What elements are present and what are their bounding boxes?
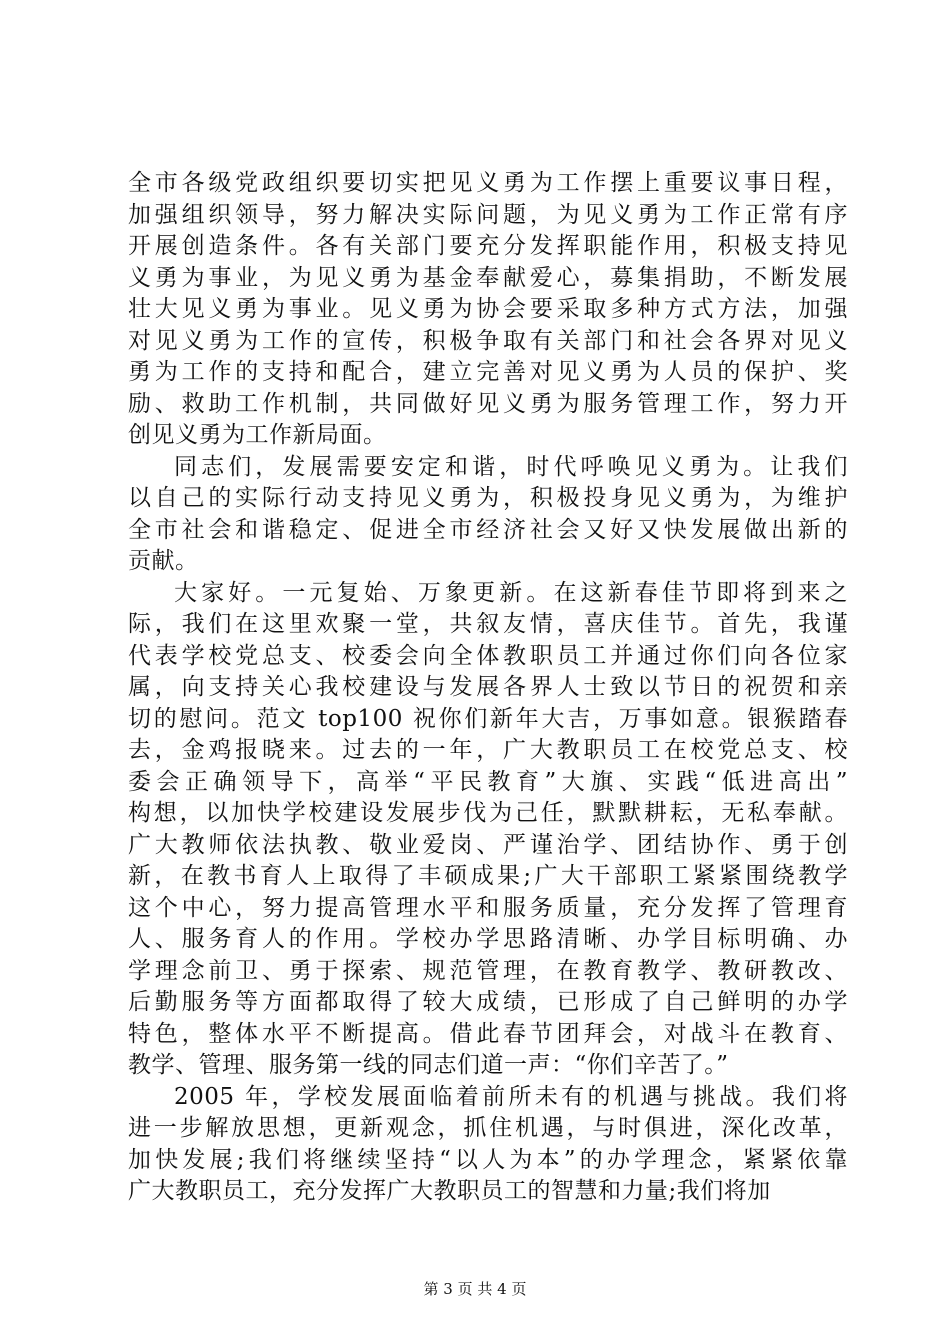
text-line: 代表学校党总支、校委会向全体教职员工并通过你们向各位家 <box>128 642 848 669</box>
text-line: 创见义勇为工作新局面。 <box>128 422 387 448</box>
text-line: 这个中心，努力提高管理水平和服务质量，充分发挥了管理育 <box>128 894 848 921</box>
text-line: 去，金鸡报晓来。过去的一年，广大教职员工在校党总支、校 <box>128 737 848 763</box>
document-body <box>128 168 848 1208</box>
text-line: 人、服务育人的作用。学校办学思路清晰、办学目标明确、办 <box>128 926 848 952</box>
text-line: 全市社会和谐稳定、促进全市经济社会又好又快发展做出新的 <box>128 516 848 543</box>
text-line: 属，向支持关心我校建设与发展各界人士致以节日的祝贺和亲 <box>128 674 848 700</box>
text-line: 新，在教书育人上取得了丰硕成果;广大干部职工紧紧围绕教学 <box>128 863 848 889</box>
text-line: 对见义勇为工作的宣传，积极争取有关部门和社会各界对见义 <box>128 327 848 354</box>
text-line: 切的慰问。范文 top100 祝你们新年大吉，万事如意。银猴踏春 <box>128 705 848 732</box>
text-line: 义勇为事业，为见义勇为基金奉献爱心，募集捐助，不断发展 <box>128 264 848 291</box>
text-line: 开展创造条件。各有关部门要充分发挥职能作用，积极支持见 <box>128 233 848 259</box>
text-line: 以自己的实际行动支持见义勇为，积极投身见义勇为，为维护 <box>128 485 848 511</box>
text-line: 大家好。一元复始、万象更新。在这新春佳节即将到来之 <box>174 579 848 606</box>
text-line: 加强组织领导，努力解决实际问题，为见义勇为工作正常有序 <box>128 201 848 228</box>
text-line: 壮大见义勇为事业。见义勇为协会要采取多种方式方法，加强 <box>128 296 848 322</box>
text-line: 同志们，发展需要安定和谐，时代呼唤见义勇为。让我们 <box>174 453 848 480</box>
paragraph <box>128 168 848 452</box>
text-line: 教学、管理、服务第一线的同志们道一声：“你们辛苦了。” <box>128 1052 729 1078</box>
text-line: 加快发展;我们将继续坚持“以人为本”的办学理念，紧紧依靠 <box>128 1146 848 1173</box>
text-line: 贡献。 <box>128 548 199 574</box>
text-line: 后勤服务等方面都取得了较大成绩，已形成了自己鲜明的办学 <box>128 989 848 1015</box>
page-footer: 第 3 页 共 4 页 <box>423 1280 527 1298</box>
paragraph <box>128 1082 848 1208</box>
text-line: 2005 年，学校发展面临着前所未有的机遇与挑战。我们将 <box>174 1083 848 1110</box>
paragraph <box>128 452 848 578</box>
text-line: 勇为工作的支持和配合，建立完善对见义勇为人员的保护、奖 <box>128 359 848 385</box>
text-line: 进一步解放思想，更新观念，抓住机遇，与时俱进，深化改革， <box>128 1115 848 1141</box>
text-line: 构想，以加快学校建设发展步伐为己任，默默耕耘，无私奉献。 <box>128 800 848 826</box>
text-line: 特色，整体水平不断提高。借此春节团拜会，对战斗在教育、 <box>128 1020 848 1047</box>
text-line: 委会正确领导下，高举“平民教育”大旗、实践“低进高出” <box>128 768 848 795</box>
text-line: 际，我们在这里欢聚一堂，共叙友情，喜庆佳节。首先，我谨 <box>128 611 848 637</box>
text-line: 励、救助工作机制，共同做好见义勇为服务管理工作，努力开 <box>128 390 848 417</box>
text-line: 学理念前卫、勇于探索、规范管理，在教育教学、教研教改、 <box>128 957 848 984</box>
text-line: 广大教师依法执教、敬业爱岗、严谨治学、团结协作、勇于创 <box>128 831 848 858</box>
text-line: 全市各级党政组织要切实把见义勇为工作摆上重要议事日程， <box>128 170 848 196</box>
text-line: 广大教职员工，充分发挥广大教职员工的智慧和力量;我们将加 <box>128 1178 771 1204</box>
paragraph <box>128 578 848 1082</box>
